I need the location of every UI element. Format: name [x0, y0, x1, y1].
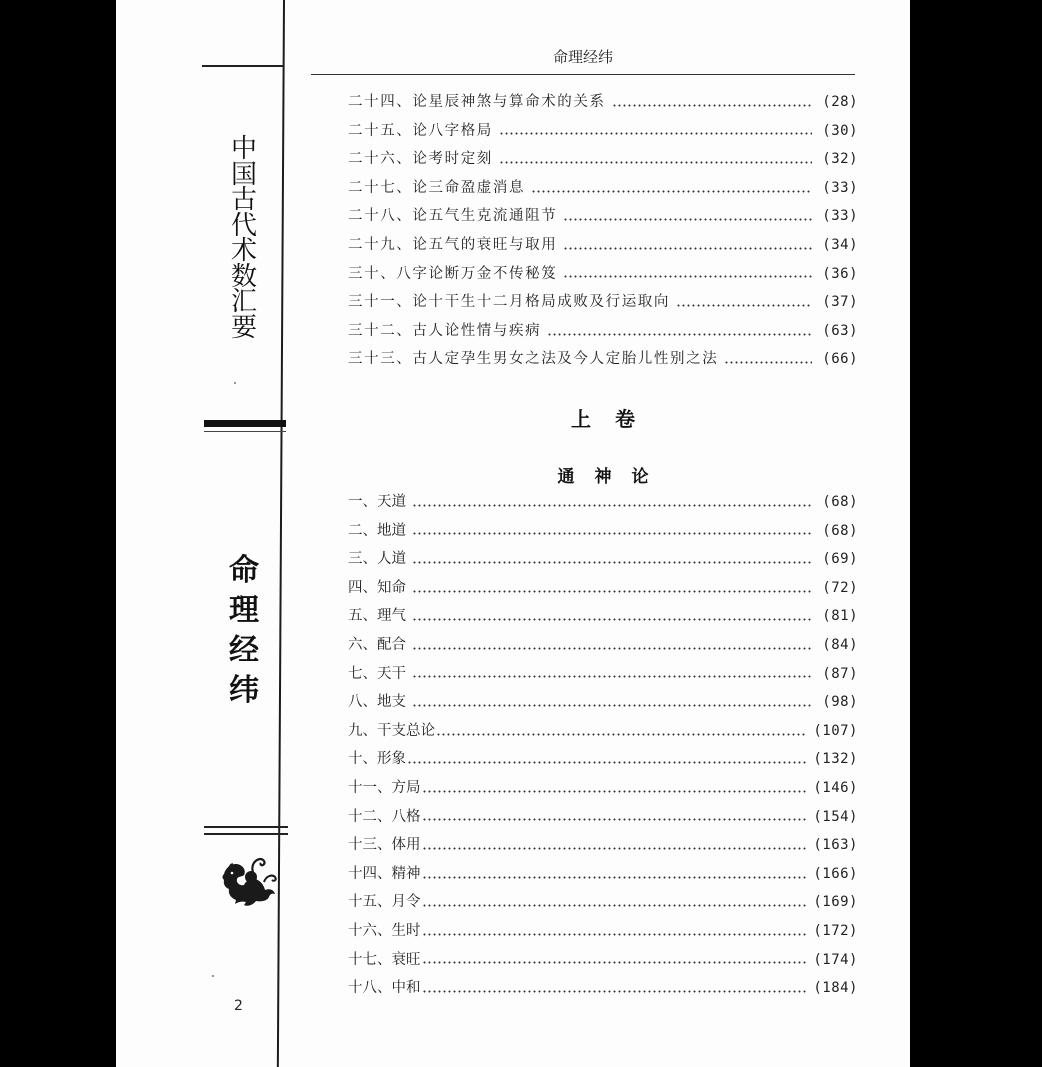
dot-leader: [407, 761, 807, 764]
page-number: 2: [234, 998, 243, 1014]
dot-leader: [724, 361, 812, 364]
toc-entry-label: 十三、体用: [348, 837, 421, 854]
toc-entry[interactable]: [348, 202, 858, 231]
toc-entry-page: (132): [813, 751, 858, 768]
toc-entry-page: (36): [822, 265, 858, 282]
book-page: [116, 0, 910, 1067]
toc-entry[interactable]: [348, 174, 858, 203]
toc-entry-page: (169): [813, 894, 858, 911]
chapter-title-char: 通: [557, 467, 575, 487]
toc-entry-page: (66): [822, 351, 858, 368]
volume-title-char: 上: [571, 407, 591, 431]
toc-entry-label: 五、理气: [348, 608, 406, 625]
toc-entry-label: 十、形象: [348, 751, 406, 768]
toc-entry-label: 三十一、论十干生十二月格局成败及行运取向: [348, 294, 670, 311]
series-title-char: 术: [230, 236, 257, 266]
toc-entry-page: (28): [822, 94, 858, 110]
dot-leader: [412, 504, 812, 507]
toc-entry[interactable]: [348, 488, 858, 517]
toc-entry[interactable]: [348, 888, 858, 917]
toc-entry-page: (98): [822, 694, 858, 711]
toc-entry[interactable]: [348, 803, 858, 832]
book-title-char: 理: [229, 593, 259, 628]
toc-entry-page: (146): [813, 779, 858, 796]
toc-entry-label: 三、人道: [348, 551, 406, 568]
dot-leader: [412, 704, 812, 707]
dot-leader: [436, 733, 807, 736]
toc-entry-page: (166): [813, 865, 858, 882]
toc-entry[interactable]: [348, 145, 858, 174]
toc-entry-label: 二十五、论八字格局: [348, 122, 493, 139]
toc-entry-label: 二十四、论星辰神煞与算命术的关系: [348, 94, 606, 110]
series-title-char: 数: [230, 261, 257, 292]
toc-entry-page: (33): [822, 208, 858, 225]
dot-leader: [499, 161, 812, 164]
scan-speck: [212, 975, 214, 977]
toc-entry-label: 二十六、论考时定刻: [348, 151, 493, 168]
toc-entry-label: 二十九、论五气的衰旺与取用: [348, 236, 558, 253]
dot-leader: [422, 933, 808, 936]
toc-entry[interactable]: [348, 574, 858, 603]
toc-entry[interactable]: [348, 602, 858, 631]
toc-entry[interactable]: [348, 288, 858, 317]
toc-entry[interactable]: [348, 917, 858, 946]
toc-entry-label: 十七、衰旺: [348, 951, 421, 968]
toc-entry[interactable]: [348, 345, 858, 374]
mythical-beast-icon: [220, 852, 280, 910]
toc-entry[interactable]: [348, 688, 858, 717]
toc-entry-page: (68): [822, 522, 858, 539]
spine-thick-rule: [204, 420, 286, 427]
dot-leader: [422, 990, 808, 993]
toc-entry-page: (163): [813, 837, 858, 854]
toc-entry[interactable]: [348, 745, 858, 774]
series-title-char: 代: [230, 210, 257, 241]
toc-entry[interactable]: [348, 660, 858, 689]
dot-leader: [422, 904, 808, 907]
toc-entry-label: 六、配合: [348, 636, 406, 653]
toc-entry[interactable]: [348, 517, 858, 546]
dot-leader: [422, 818, 808, 821]
dot-leader: [547, 333, 812, 336]
toc-entry-label: 三十、八字论断万金不传秘笈: [348, 265, 558, 282]
toc-entry[interactable]: [348, 88, 858, 117]
dot-leader: [499, 132, 812, 135]
toc-entry-label: 十四、精神: [348, 865, 421, 882]
spine-double-rule-upper: [204, 826, 288, 828]
chapter-title-char: 论: [631, 467, 649, 487]
toc-entry-page: (172): [813, 922, 858, 939]
toc-entry-label: 一、天道: [348, 494, 406, 510]
series-title-char: 要: [230, 312, 257, 343]
toc-entry-page: (34): [822, 236, 858, 253]
toc-entry-page: (154): [813, 808, 858, 825]
toc-entry[interactable]: [348, 317, 858, 346]
dot-leader: [412, 590, 812, 593]
toc-entry-label: 十五、月令: [348, 894, 421, 911]
toc-entry[interactable]: [348, 774, 858, 803]
spine-thin-rule: [204, 431, 286, 432]
toc-entry-label: 十二、八格: [348, 808, 421, 825]
toc-entry[interactable]: [348, 860, 858, 889]
spine-top-rule: [202, 65, 284, 67]
toc-entry-page: (81): [822, 608, 858, 625]
toc-entry-label: 十六、生时: [348, 922, 421, 939]
toc-entry-label: 二十七、论三命盈虚消息: [348, 179, 526, 196]
toc-entry-page: (174): [813, 951, 858, 968]
toc-entry-page: (69): [822, 551, 858, 568]
toc-entry[interactable]: [348, 831, 858, 860]
toc-entry[interactable]: [348, 117, 858, 146]
toc-entry-label: 七、天干: [348, 665, 406, 682]
toc-entry[interactable]: [348, 946, 858, 975]
toc-continued-list: [348, 88, 858, 374]
toc-entry-label: 九、干支总论: [348, 722, 435, 739]
series-title-char: 中: [230, 134, 257, 164]
toc-entry-label: 三十二、古人论性情与疾病: [348, 322, 542, 339]
scan-speck: [234, 382, 236, 384]
toc-entry-page: (107): [813, 722, 858, 739]
toc-entry-page: (84): [822, 636, 858, 653]
dot-leader: [531, 190, 812, 193]
toc-entry-label: 十一、方局: [348, 779, 421, 796]
toc-entry-page: (184): [813, 980, 858, 997]
toc-entry[interactable]: [348, 717, 858, 746]
dot-leader: [412, 647, 812, 650]
dot-leader: [612, 104, 812, 107]
toc-entry-label: 二、地道: [348, 522, 406, 539]
dot-leader: [676, 304, 812, 307]
book-title-char: 经: [229, 633, 259, 668]
dot-leader: [563, 275, 812, 278]
dot-leader: [422, 876, 808, 879]
toc-entry-page: (33): [822, 179, 858, 196]
dot-leader: [412, 561, 812, 564]
toc-entry-page: (30): [822, 122, 858, 139]
book-title-char: 纬: [229, 673, 259, 708]
dot-leader: [563, 218, 812, 221]
dot-leader: [563, 247, 812, 250]
toc-entry-page: (68): [822, 494, 858, 510]
chapter-toc-list: [348, 488, 858, 1003]
dot-leader: [422, 961, 808, 964]
series-title-char: 汇: [230, 287, 257, 317]
toc-entry-page: (37): [822, 294, 858, 311]
toc-entry[interactable]: [348, 260, 858, 289]
dot-leader: [412, 675, 812, 678]
dot-leader: [412, 532, 812, 535]
book-title-vertical: [228, 553, 260, 716]
toc-entry-page: (63): [822, 322, 858, 339]
toc-entry-page: (72): [822, 579, 858, 596]
toc-entry[interactable]: [348, 545, 858, 574]
toc-entry-label: 四、知命: [348, 579, 406, 596]
toc-entry-label: 三十三、古人定孕生男女之法及今人定胎儿性别之法: [348, 351, 719, 368]
toc-entry-page: (87): [822, 665, 858, 682]
toc-entry-label: 十八、中和: [348, 980, 421, 997]
running-header-rule: [311, 74, 855, 75]
dot-leader: [422, 790, 808, 793]
dot-leader: [412, 618, 812, 621]
toc-entry[interactable]: [348, 974, 858, 1003]
chapter-title: [348, 462, 858, 487]
toc-entry[interactable]: [348, 231, 858, 260]
series-title-vertical: [228, 134, 260, 343]
toc-entry-label: 八、地支: [348, 694, 406, 711]
book-title-char: 命: [229, 553, 259, 588]
volume-title: [348, 403, 858, 432]
series-title-char: 国: [230, 159, 257, 190]
volume-title-char: 卷: [615, 407, 635, 431]
dot-leader: [422, 847, 808, 850]
running-header-title: 命理经纬: [552, 48, 613, 66]
spine-double-rule-lower: [204, 833, 288, 835]
toc-entry-page: (32): [822, 151, 858, 168]
series-title-char: 古: [230, 185, 257, 215]
toc-entry[interactable]: [348, 631, 858, 660]
chapter-title-char: 神: [594, 467, 612, 487]
toc-entry-label: 二十八、论五气生克流通阻节: [348, 208, 558, 225]
